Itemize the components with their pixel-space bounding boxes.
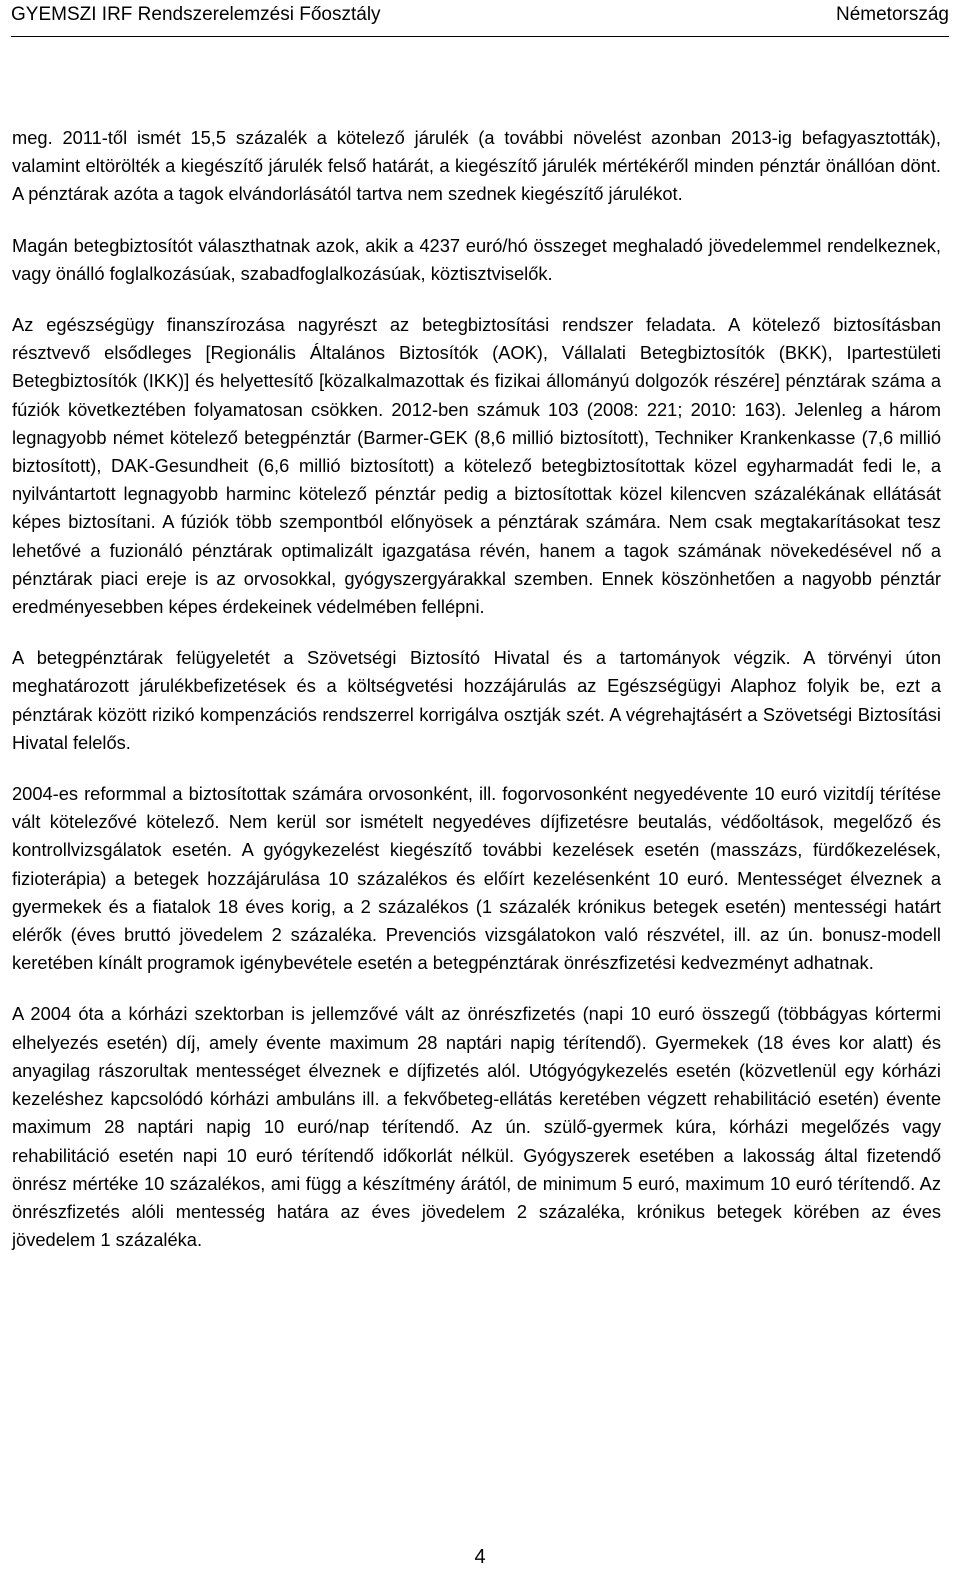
header-country: Németország [836, 4, 949, 25]
paragraph: 2004-es reformmal a biztosítottak számára orvosonként, ill. fogorvosonként negyedévente 10 euró vizitdíj térítése vált kötelezővé kötelező. Nem kerül sor ismételt negyedéves díjfizetésre beutalás, védőoltások, megelőző és kontrollvizsgálatok esetén. A gyógykezelést kiegészítő további kezelések esetén (masszázs, fürdőkezelések, fizioterápia) a betegek hozzájárulása 10 százalékos és előírt kezelésenként 10 euró. Mentességet élveznek a gyermekek és a fiatalok 18 éves korig, a 2 százalékos (1 százalék krónikus betegek esetén) mentességi határt elérők (éves bruttó jövedelem 2 százaléka. Prevenciós vizsgálatokon való részvétel, ill. az ún. bonusz-modell keretében kínált programok igénybevétele esetén a betegpénztárak önrészfizetési kedvezményt adhatnak. [12, 783, 941, 974]
page-number: 4 [474, 1546, 486, 1568]
paragraph: Az egészségügy finanszírozása nagyrészt az betegbiztosítási rendszer feladata. A kötelező biztosításban résztvevő elsődleges [Regionális Általános Biztosítók (AOK), Vállalati Betegbiztosítók (BKK), Ipartestületi Betegbiztosítók (IKK)] és helyettesítő [közalkalmazottak és fizikai állományú dolgozók részére] pénztárak száma a fúziók következtében folyamatosan csökken. 2012-ben számuk 103 (2008: 221; 2010: 163). Jelenleg a három legnagyobb német kötelező betegpénztár (Barmer-GEK (8,6 millió biztosított), Techniker Krankenkasse (7,6 millió biztosított), DAK-Gesundheit (6,6 millió biztosított) a kötelező betegbiztosítottak közel egyharmadát fedi le, a nyilvántartott legnagyobb harminc kötelező pénztár pedig a biztosítottak közel kilencven százalékának ellátását képes biztosítani. A fúziók több szempontból előnyösek a pénztárak számára. Nem csak megtakarításokat tesz lehetővé a fuzionáló pénztárak optimalizált igazgatása révén, hanem a tagok számának növekedésével nő a pénztárak piaci ereje is az orvosokkal, gyógyszergyárakkal szemben. Ennek köszönhetően a nagyobb pénztár eredményesebben képes érdekeinek védelmében fellépni. [12, 314, 941, 618]
paragraph: A betegpénztárak felügyeletét a Szövetségi Biztosító Hivatal és a tartományok végzik. A törvényi úton meghatározott járulékbefizetések és a költségvetési hozzájárulás az Egészségügyi Alaphoz folyik be, ezt a pénztárak között rizikó kompenzációs rendszerrel korrigálva osztják szét. A végrehajtásért a Szövetségi Biztosítási Hivatal felelős. [12, 647, 941, 753]
paragraph: Magán betegbiztosítót választhatnak azok, akik a 4237 euró/hó összeget meghaladó jövedelemmel rendelkeznek, vagy önálló foglalkozásúak, szabadfoglalkozásúak, köztisztviselők. [12, 234, 941, 284]
paragraph: A 2004 óta a kórházi szektorban is jellemzővé vált az önrészfizetés (napi 10 euró összegű (többágyas kórtermi elhelyezés esetén) díj, amely évente maximum 28 naptári napig térítendő). Gyermekek (18 éves kor alatt) és anyagilag rászorultak mentességet élveznek e díjfizetés alól. Utógyógykezelés esetén (közvetlenül egy kórházi kezeléshez kapcsolódó kórházi ambuláns ill. a fekvőbeteg-ellátás keretében végzett rehabilitáció esetén) évente maximum 28 naptári napig 10 euró/nap térítendő. Az ún. szülő-gyermek kúra, kórházi megelőzés vagy rehabilitáció esetén napi 10 euró térítendő időkorlát nélkül. Gyógyszerek esetében a lakosság által fizetendő önrész mértéke 10 százalékos, ami függ a készítmény árától, de minimum 5 euró, maximum 10 euró térítendő. Az önrészfizetés alóli mentesség határa az éves jövedelem 2 százaléka, krónikus betegek körében az éves jövedelem 1 százaléka. [12, 1003, 941, 1251]
page-header [11, 0, 949, 37]
body-text [12, 124, 941, 1277]
paragraph: meg. 2011-től ismét 15,5 százalék a kötelező járulék (a további növelést azonban 2013-ig befagyasztották), valamint eltörölték a kiegészítő járulék felső határát, a kiegészítő járulék mértékéről minden pénztár önállóan dönt. A pénztárak azóta a tagok elvándorlásától tartva nem szednek kiegészítő járulékot. [12, 127, 941, 205]
header-organization: GYEMSZI IRF Rendszerelemzési Főosztály [11, 4, 381, 25]
